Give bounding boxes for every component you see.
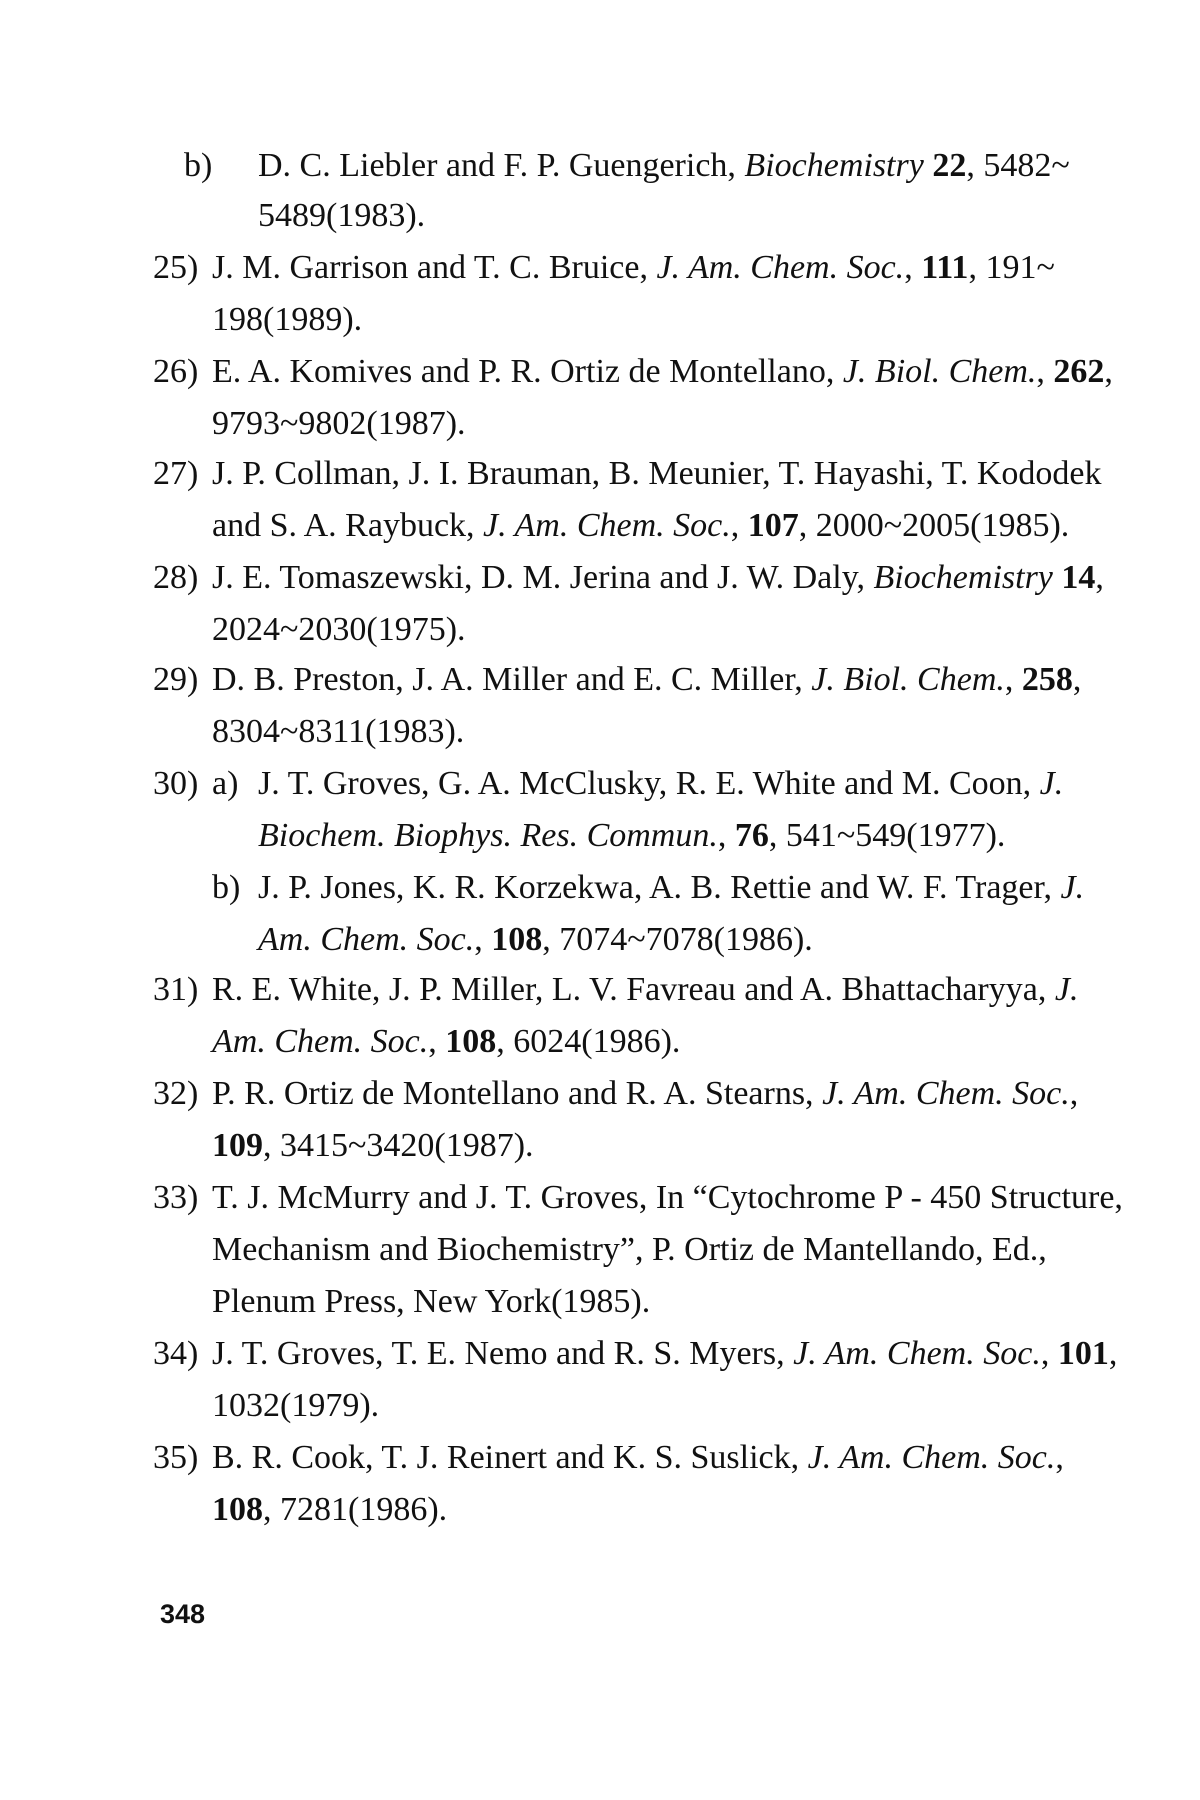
citation-text: , — [428, 1023, 446, 1060]
volume-number: 22 — [932, 147, 967, 184]
journal-title: Am. Chem. Soc. — [258, 921, 475, 958]
reference-label: b) — [184, 147, 213, 184]
citation-text: , 6024(1986). — [496, 1023, 681, 1060]
citation-text: J. M. Garrison and T. C. Bruice, — [212, 249, 657, 286]
citation-text: 2024~2030(1975). — [212, 611, 466, 648]
volume-number: 109 — [212, 1127, 263, 1164]
reference-line — [258, 868, 1084, 908]
citation-text: , — [1104, 353, 1113, 390]
citation-text: , 7074~7078(1986). — [542, 921, 813, 958]
citation-text: 1032(1979). — [212, 1387, 380, 1424]
reference-label: 28) — [153, 559, 199, 596]
citation-text: , — [474, 921, 492, 958]
reference-line — [258, 816, 1005, 856]
citation-text: Plenum Press, New York(1985). — [212, 1283, 651, 1320]
citation-text: , 3415~3420(1987). — [263, 1127, 534, 1164]
citation-text: 5489(1983). — [258, 197, 426, 234]
reference-line — [258, 920, 813, 960]
journal-title: J. Am. Chem. Soc. — [807, 1439, 1056, 1476]
citation-text: 8304~8311(1983). — [212, 713, 465, 750]
reference-line — [212, 1386, 379, 1426]
journal-title: J. Am. Chem. Soc. — [793, 1335, 1041, 1372]
volume-number: 111 — [921, 249, 969, 286]
volume-number: 108 — [445, 1023, 497, 1060]
reference-line — [212, 558, 1104, 598]
citation-text: , — [1004, 661, 1022, 698]
reference-line — [212, 1282, 650, 1322]
volume-number: 108 — [491, 921, 543, 958]
journal-title: Biochemistry — [873, 559, 1053, 596]
citation-text: , — [1055, 1439, 1064, 1476]
reference-line — [212, 1178, 1123, 1218]
volume-number: 76 — [734, 817, 769, 854]
reference-line — [212, 454, 1101, 494]
citation-text: , — [730, 507, 748, 544]
reference-label: 35) — [153, 1439, 199, 1476]
reference-line — [258, 196, 425, 236]
citation-text: 198(1989). — [212, 301, 363, 338]
citation-text: 9793~9802(1987). — [212, 405, 466, 442]
reference-line — [212, 660, 1081, 700]
reference-label: 29) — [153, 661, 199, 698]
reference-line — [212, 1334, 1117, 1374]
citation-text: R. E. White, J. P. Miller, L. V. Favreau and A. Bhattacharyya, — [212, 971, 1055, 1008]
citation-text: , 191~ — [968, 249, 1055, 286]
citation-text: , 5482~ — [966, 147, 1070, 184]
citation-text: J. T. Groves, T. E. Nemo and R. S. Myers, — [212, 1335, 794, 1372]
citation-text: D. B. Preston, J. A. Miller and E. C. Miller, — [212, 661, 812, 698]
citation-text: and S. A. Raybuck, — [212, 507, 484, 544]
volume-number: 108 — [212, 1491, 263, 1528]
reference-label: 34) — [153, 1335, 199, 1372]
citation-text: J. P. Collman, J. I. Brauman, B. Meunier, T. Hayashi, T. Kododek — [212, 455, 1102, 492]
citation-text: , — [1036, 353, 1054, 390]
journal-title: J. — [1039, 765, 1064, 802]
reference-label: 30) — [153, 765, 199, 802]
citation-text: D. C. Liebler and F. P. Guengerich, — [258, 147, 745, 184]
citation-text: , 7281(1986). — [263, 1491, 448, 1528]
citation-text: , 541~549(1977). — [768, 817, 1006, 854]
reference-line — [212, 248, 1055, 288]
journal-title: J. Biol. Chem. — [842, 353, 1037, 390]
volume-number: 14 — [1061, 559, 1096, 596]
citation-text: , — [717, 817, 735, 854]
reference-label: 25) — [153, 249, 199, 286]
journal-title: Biochemistry — [744, 147, 924, 184]
journal-title: J. — [1060, 869, 1085, 906]
reference-line — [212, 1022, 680, 1062]
reference-line — [212, 506, 1069, 546]
reference-line — [212, 1074, 1078, 1114]
reference-line — [212, 970, 1078, 1010]
reference-label: 27) — [153, 455, 199, 492]
page-number: 348 — [160, 1599, 206, 1629]
citation-text: J. P. Jones, K. R. Korzekwa, A. B. Rettie and W. F. Trager, — [258, 869, 1061, 906]
citation-text: J. T. Groves, G. A. McClusky, R. E. White and M. Coon, — [258, 765, 1040, 802]
citation-text: , — [1040, 1335, 1058, 1372]
journal-title: J. Am. Chem. Soc. — [656, 249, 905, 286]
citation-text: , — [1108, 1335, 1118, 1372]
citation-text: Mechanism and Biochemistry”, P. Ortiz de Mantellando, Ed., — [212, 1231, 1047, 1268]
reference-line — [212, 1126, 534, 1166]
reference-label: 26) — [153, 353, 199, 390]
reference-line — [212, 404, 466, 444]
reference-label: b) — [212, 869, 241, 906]
citation-text: , 2000~2005(1985). — [798, 507, 1070, 544]
citation-text: , — [1072, 661, 1082, 698]
reference-line — [258, 764, 1063, 804]
journal-title: Biochem. Biophys. Res. Commun. — [258, 817, 718, 854]
citation-text: E. A. Komives and P. R. Ortiz de Montellano, — [212, 353, 843, 390]
volume-number: 262 — [1053, 353, 1105, 390]
citation-text: , — [904, 249, 922, 286]
journal-title: J. — [1054, 971, 1079, 1008]
reference-line — [212, 352, 1113, 392]
reference-label: a) — [212, 765, 239, 802]
citation-text: J. E. Tomaszewski, D. M. Jerina and J. W. Daly, — [212, 559, 874, 596]
reference-line — [212, 610, 466, 650]
reference-label: 33) — [153, 1179, 199, 1216]
citation-text: T. J. McMurry and J. T. Groves, In “Cytochrome P - 450 Structure, — [212, 1179, 1123, 1216]
citation-text: , — [1095, 559, 1104, 596]
reference-label: 31) — [153, 971, 199, 1008]
journal-title: Am. Chem. Soc. — [212, 1023, 429, 1060]
journal-title: J. Biol. Chem. — [811, 661, 1005, 698]
volume-number: 101 — [1057, 1335, 1109, 1372]
journal-title: J. Am. Chem. Soc. — [822, 1075, 1070, 1112]
reference-line — [212, 712, 464, 752]
volume-number: 258 — [1021, 661, 1073, 698]
citation-text: B. R. Cook, T. J. Reinert and K. S. Suslick, — [212, 1439, 808, 1476]
citation-text: , — [1069, 1075, 1079, 1112]
reference-line — [212, 1438, 1064, 1478]
citation-text: P. R. Ortiz de Montellano and R. A. Stearns, — [212, 1075, 823, 1112]
reference-line — [212, 1230, 1047, 1270]
reference-line — [258, 146, 1070, 186]
reference-label: 32) — [153, 1075, 199, 1112]
journal-title: J. Am. Chem. Soc. — [483, 507, 731, 544]
volume-number: 107 — [747, 507, 799, 544]
reference-line — [212, 1490, 447, 1530]
reference-line — [212, 300, 362, 340]
